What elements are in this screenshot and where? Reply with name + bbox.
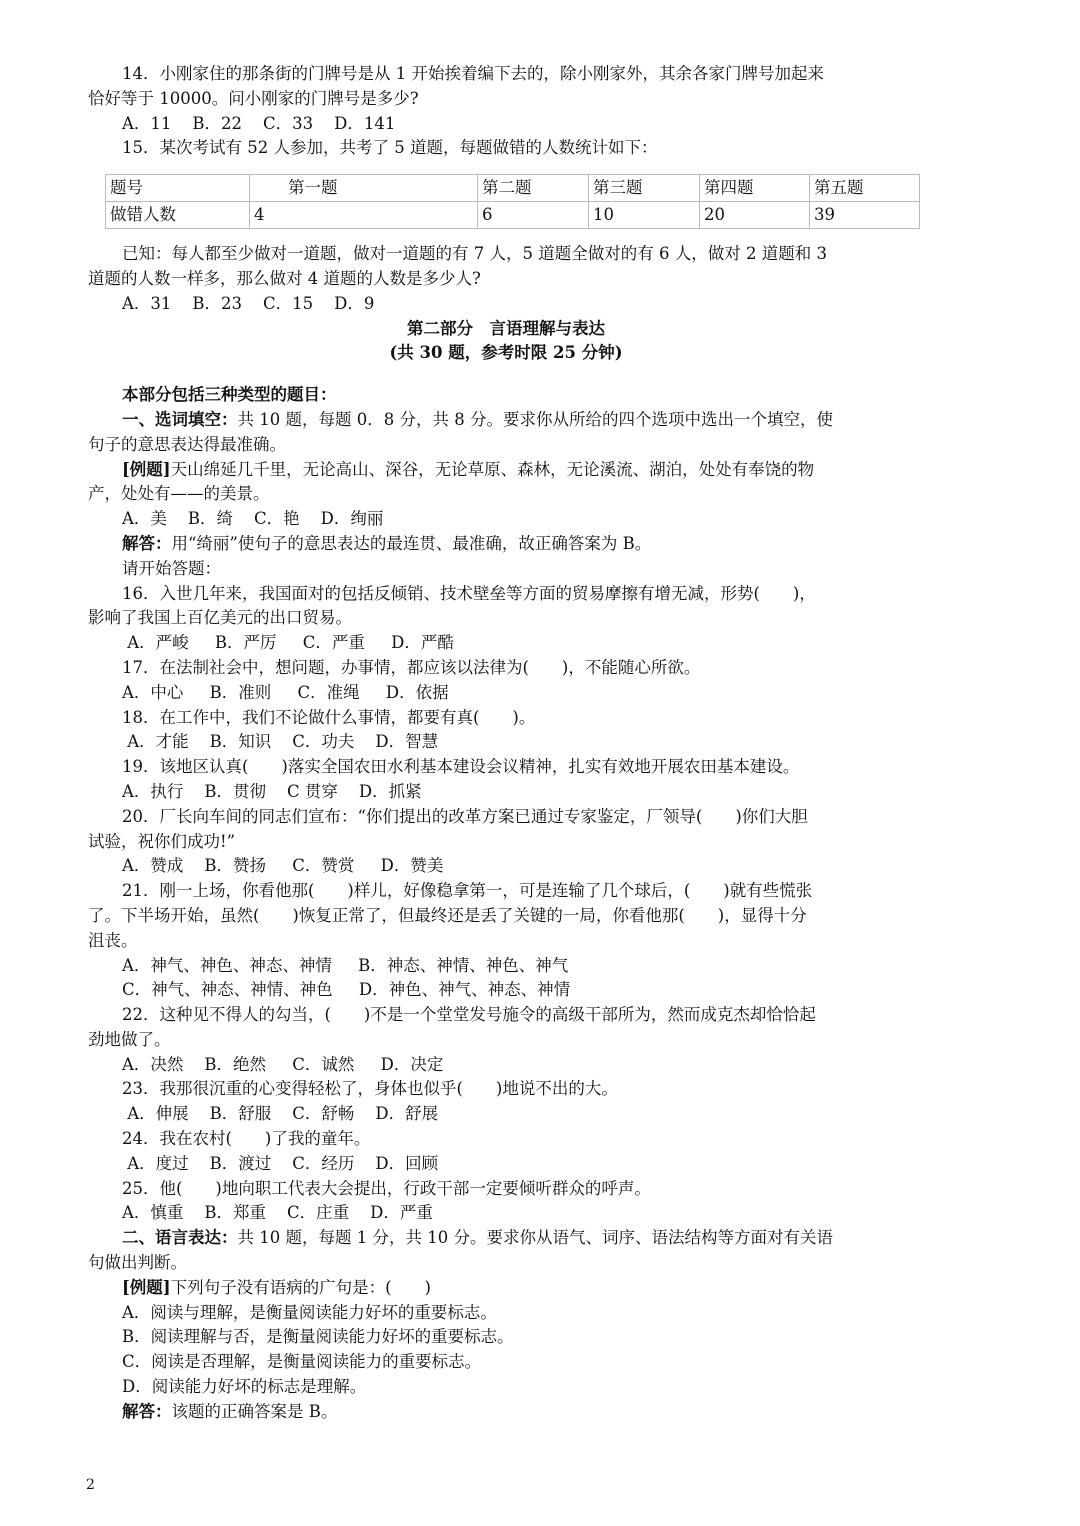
text-line xyxy=(88,1177,924,1202)
table-cell: 20 xyxy=(700,202,810,229)
line-text: D．阅读能力好坏的标志是理解。 xyxy=(122,1377,367,1397)
text-line xyxy=(88,1028,924,1053)
text-line xyxy=(88,1375,924,1400)
table-cell: 第三题 xyxy=(589,175,700,202)
line-text: 句做出判断。 xyxy=(88,1253,187,1273)
line-text: A．神气、神色、神态、神情 B．神态、神情、神色、神气 xyxy=(122,955,569,975)
text-line xyxy=(88,1003,924,1028)
table-cell: 6 xyxy=(478,202,589,229)
text-line xyxy=(88,1053,924,1078)
text-line xyxy=(88,557,924,582)
section-two-block xyxy=(88,242,924,1424)
text-line xyxy=(88,1226,924,1251)
text-line xyxy=(88,656,924,681)
line-text: 共 10 题，每题 0．8 分，共 8 分。要求你从所给的四个选项中选出一个填空，使 xyxy=(237,409,833,429)
bold-label: 二、语言表达： xyxy=(122,1228,238,1248)
table-cell: 第一题 xyxy=(250,175,478,202)
text-line xyxy=(88,954,924,979)
text-line xyxy=(88,1077,924,1102)
text-line xyxy=(88,383,924,408)
line-text: A．伸展 B．舒服 C．舒畅 D．舒展 xyxy=(122,1104,439,1124)
bold-label: [例题] xyxy=(122,1277,171,1297)
table-cell: 39 xyxy=(810,202,920,229)
line-text: A．执行 B．贯彻 C 贯穿 D．抓紧 xyxy=(122,781,422,801)
line-text: B．阅读理解与否，是衡量阅读能力好坏的重要标志。 xyxy=(122,1327,514,1347)
document-page xyxy=(88,62,924,1425)
text-line xyxy=(88,631,924,656)
page-number: 2 xyxy=(86,1477,95,1493)
wrong-count-table xyxy=(105,174,920,229)
line-text: A．慎重 B．郑重 C．庄重 D．严重 xyxy=(122,1203,433,1223)
table-row xyxy=(106,202,920,229)
line-text: 共 10 题，每题 1 分，共 10 分。要求你从语气、词序、语法结构等方面对有关语 xyxy=(237,1228,833,1248)
bold-label: 解答： xyxy=(122,1401,172,1421)
text-line xyxy=(88,292,924,317)
text-line xyxy=(88,1152,924,1177)
text-line xyxy=(88,730,924,755)
text-line xyxy=(88,341,924,366)
line-text: 影响了我国上百亿美元的出口贸易。 xyxy=(88,608,352,628)
text-line xyxy=(88,366,924,383)
text-line xyxy=(88,482,924,507)
text-line xyxy=(88,879,924,904)
line-text: 天山绵延几千里，无论高山、深谷，无论草原、森林，无论溪流、湖泊，处处有奉饶的物 xyxy=(170,459,815,479)
line-text: A．11 B．22 C．33 D．141 xyxy=(122,113,396,133)
line-text: A．决然 B．绝然 C．诚然 D．决定 xyxy=(122,1054,444,1074)
line-text: C．阅读是否理解，是衡量阅读能力的重要标志。 xyxy=(122,1352,482,1372)
text-line xyxy=(88,1102,924,1127)
line-text: C．神气、神态、神情、神色 D．神色、神气、神态、神情 xyxy=(122,980,571,1000)
line-text: 22．这种见不得人的勾当，( )不是一个堂堂发号施令的高级干部所为，然而成克杰却恰恰起 xyxy=(122,1005,816,1025)
line-text: A．31 B．23 C．15 D．9 xyxy=(122,293,375,313)
text-line xyxy=(88,854,924,879)
text-line xyxy=(88,242,924,267)
line-text: 23．我那很沉重的心变得轻松了，身体也似乎( )地说不出的大。 xyxy=(122,1079,618,1099)
text-line xyxy=(88,112,924,137)
text-line xyxy=(88,780,924,805)
line-text: 产，处处有——的美景。 xyxy=(88,484,270,504)
text-line xyxy=(88,136,924,161)
line-text: A．美 B．绮 C．艳 D．绚丽 xyxy=(122,509,384,529)
text-line xyxy=(88,1201,924,1226)
line-text: 第二部分 言语理解与表达 xyxy=(407,318,605,338)
text-line xyxy=(88,582,924,607)
line-text: 恰好等于 10000。问小刚家的门牌号是多少? xyxy=(88,88,419,108)
text-line xyxy=(88,1350,924,1375)
table-cell: 第五题 xyxy=(810,175,920,202)
text-line xyxy=(88,978,924,1003)
table-cell: 题号 xyxy=(106,175,250,202)
text-line xyxy=(88,317,924,342)
text-line xyxy=(88,830,924,855)
table-cell: 10 xyxy=(589,202,700,229)
text-line xyxy=(88,606,924,631)
text-line xyxy=(88,458,924,483)
line-text: 24．我在农村( )了我的童年。 xyxy=(122,1129,371,1149)
line-text: 19．该地区认真( )落实全国农田水利基本建设会议精神，扎实有效地开展农田基本建设。 xyxy=(122,757,800,777)
line-text: 下列句子没有语病的广句是：( ) xyxy=(170,1277,431,1297)
line-text: 18．在工作中，我们不论做什么事情，都要有真( )。 xyxy=(122,707,536,727)
text-line xyxy=(88,681,924,706)
table-cell: 第二题 xyxy=(478,175,589,202)
bold-label: 本部分包括三种类型的题目： xyxy=(122,385,337,405)
text-line xyxy=(88,706,924,731)
line-text: 道题的人数一样多，那么做对 4 道题的人数是多少人? xyxy=(88,268,481,288)
text-line xyxy=(88,507,924,532)
line-text: 25．他( )地向职工代表大会提出，行政干部一定要倾听群众的呼声。 xyxy=(122,1178,651,1198)
text-line xyxy=(88,1276,924,1301)
bold-label: 一、选词填空： xyxy=(122,409,238,429)
text-line xyxy=(88,1301,924,1326)
line-text: A．才能 B．知识 C．功夫 D．智慧 xyxy=(122,732,439,752)
line-text: (共 30 题，参考时限 25 分钟) xyxy=(389,343,623,363)
line-text: 20．厂长向车间的同志们宣布：“你们提出的改革方案已通过专家鉴定，厂领导( )你们大胆 xyxy=(122,806,808,826)
table-header-row xyxy=(106,175,920,202)
line-text: 16．入世几年来，我国面对的包括反倾销、技术壁垒等方面的贸易摩擦有增无减，形势( )， xyxy=(122,583,816,603)
question-block-14-15 xyxy=(88,62,924,161)
text-line xyxy=(88,87,924,112)
line-text: 试验，祝你们成功!” xyxy=(88,831,236,851)
line-text: A．赞成 B．赞扬 C．赞赏 D．赞美 xyxy=(122,856,444,876)
line-text: 已知：每人都至少做对一道题，做对一道题的有 7 人，5 道题全做对的有 6 人，做对 2 道题和 3 xyxy=(122,244,827,264)
table-cell: 做错人数 xyxy=(106,202,250,229)
text-line xyxy=(88,408,924,433)
line-text: 了。下半场开始，虽然( )恢复正常了，但最终还是丢了关键的一局，你看他那( )，显得十分 xyxy=(88,905,807,925)
line-text: 21．刚一上场，你看他那( )样儿，好像稳拿第一，可是连输了几个球后，( )就有些慌张 xyxy=(122,881,813,901)
text-line xyxy=(88,1127,924,1152)
text-line xyxy=(88,267,924,292)
text-line xyxy=(88,532,924,557)
line-text: 句子的意思表达得最准确。 xyxy=(88,434,286,454)
text-line xyxy=(88,1400,924,1425)
line-text: 劲地做了。 xyxy=(88,1029,171,1049)
line-text: A．度过 B．渡过 C．经历 D．回顾 xyxy=(122,1153,439,1173)
line-text: 14．小刚家住的那条街的门牌号是从 1 开始挨着编下去的，除小刚家外，其余各家门牌号加起来 xyxy=(122,64,824,83)
text-line xyxy=(88,1325,924,1350)
line-text: 15．某次考试有 52 人参加，共考了 5 道题，每题做错的人数统计如下： xyxy=(122,138,658,158)
line-text: A．严峻 B．严厉 C．严重 D．严酷 xyxy=(122,633,454,653)
text-line xyxy=(88,755,924,780)
text-line xyxy=(88,433,924,458)
text-line xyxy=(88,904,924,929)
text-line xyxy=(88,1251,924,1276)
line-text: 17．在法制社会中，想问题，办事情，都应该以法律为( )，不能随心所欲。 xyxy=(122,657,701,677)
bold-label: 解答： xyxy=(122,533,172,553)
table-cell: 第四题 xyxy=(700,175,810,202)
text-line xyxy=(88,929,924,954)
line-text: A．阅读与理解，是衡量阅读能力好坏的重要标志。 xyxy=(122,1302,497,1322)
line-text: 沮丧。 xyxy=(88,930,138,950)
line-text: A．中心 B．准则 C．准绳 D．依据 xyxy=(122,682,449,702)
text-line xyxy=(88,805,924,830)
line-text: 请开始答题： xyxy=(122,558,221,578)
bold-label: [例题] xyxy=(122,459,171,479)
text-line xyxy=(88,62,924,87)
line-text: 用“绮丽”使句子的意思表达的最连贯、最准确，故正确答案为 B。 xyxy=(171,533,652,553)
table-cell: 4 xyxy=(250,202,478,229)
line-text: 该题的正确答案是 B。 xyxy=(171,1401,338,1421)
